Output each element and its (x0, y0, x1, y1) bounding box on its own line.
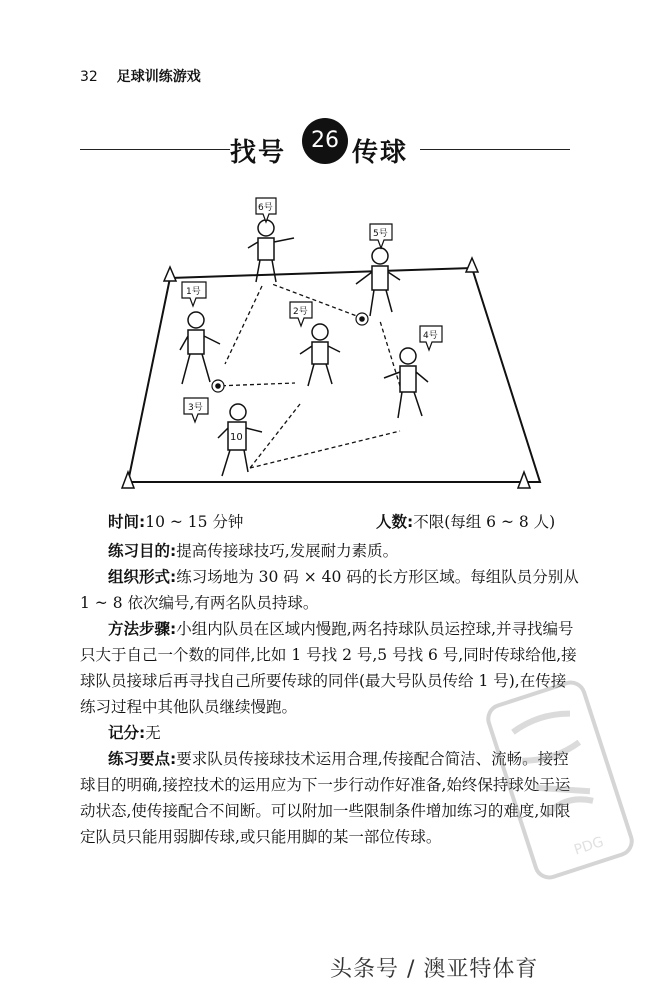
player-4 (384, 348, 428, 418)
section-text: 提高传接球技巧,发展耐力素质。 (176, 542, 399, 560)
watermark-text: PDG (572, 834, 606, 859)
title-left: 找号 (230, 138, 287, 168)
label-3: 3号 (188, 403, 203, 413)
label-2: 2号 (293, 307, 308, 317)
drill-diagram (100, 186, 560, 496)
game-number-badge: 26 (302, 118, 348, 164)
cone-top-left (164, 267, 176, 281)
page-number: 32 (80, 69, 98, 85)
section-label: 组织形式: (108, 568, 177, 586)
shirt-number-text: 10 (230, 432, 243, 443)
player-2 (300, 324, 340, 386)
time-value: 10 ~ 15 分钟 (145, 513, 244, 531)
label-4: 4号 (423, 331, 438, 341)
title-rule-right (420, 149, 570, 150)
section-text: 无 (145, 724, 161, 742)
people-label: 人数: (376, 513, 414, 531)
section-label: 记分: (108, 724, 146, 742)
field-boundary (128, 268, 540, 482)
title-right: 传球 (352, 138, 409, 168)
label-1: 1号 (186, 287, 201, 297)
people-info (376, 510, 555, 532)
section-label: 方法步骤: (108, 620, 177, 638)
section-label: 练习目的: (108, 542, 177, 560)
section-text: 练习场地为 30 码 × 40 码的长方形区域。每组队员分别从 1 ~ 8 依次编号,有两名队员持球。 (80, 568, 579, 612)
section-organization (80, 564, 580, 616)
label-6: 6号 (258, 203, 273, 213)
cone-top-right (466, 258, 478, 272)
people-value: 不限(每组 6 ~ 8 人) (413, 513, 556, 531)
running-head (80, 66, 201, 86)
player-1 (180, 312, 220, 384)
label-5: 5号 (373, 229, 388, 239)
player-6 (248, 220, 294, 282)
title-rule-left (80, 149, 230, 150)
player-5 (356, 248, 400, 316)
cone-bottom-left (122, 472, 134, 488)
time-info (108, 510, 243, 532)
footer-source: 头条号 / 澳亚特体育 (330, 957, 539, 982)
time-label: 时间: (108, 513, 146, 531)
cone-bottom-right (518, 472, 530, 488)
book-title: 足球训练游戏 (116, 69, 201, 85)
section-label: 练习要点: (108, 750, 177, 768)
watermark-seal (472, 666, 648, 893)
ball-1 (212, 380, 224, 392)
section-text: 要求队员传接球技术运用合理,传接配合简洁、流畅。接控球目的明确,接控技术的运用应为下一步行动作好准备,始终保持球处于运动状态,使传接配合不间断。可以附加一些限制条件增加练习的难度,如限定队员只能用弱脚传球,或只能用脚的某一部位传球。 (80, 750, 571, 846)
section-purpose (80, 538, 580, 564)
ball-5 (356, 313, 368, 325)
section-text: 小组内队员在区域内慢跑,两名持球队员运控球,并寻找编号只大于自己一个数的同伴,比如 1 号找 2 号,5 号找 6 号,同时传球给他,接球队员接球后再寻找自己所要传球的同伴(最大号队员传给 1 号),在传接练习过程中其他队员继续慢跑。 (80, 620, 577, 716)
